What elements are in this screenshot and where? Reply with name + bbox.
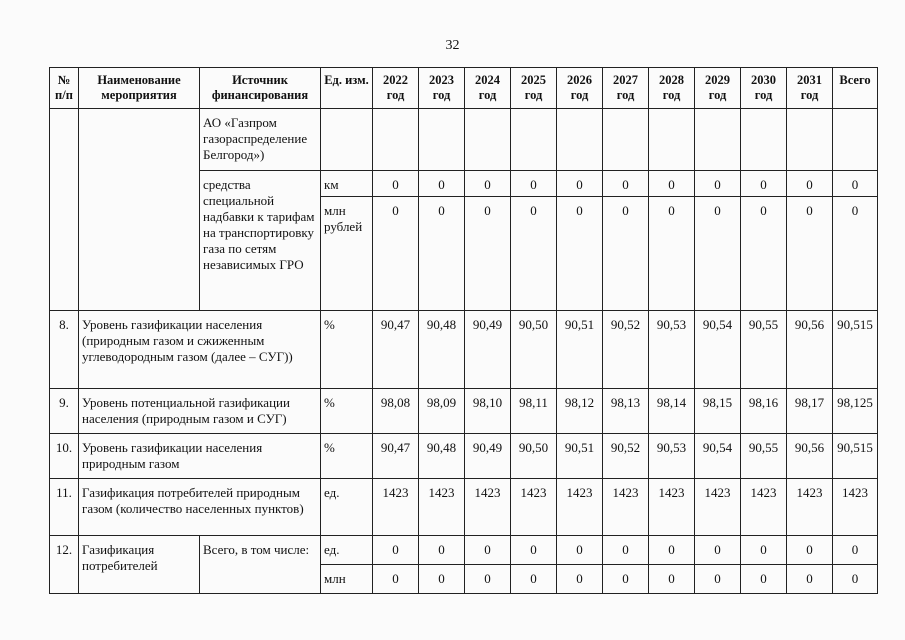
unit-cell: млн <box>321 565 373 594</box>
value-cell: 0 <box>787 565 833 594</box>
value-cell: 1423 <box>833 479 878 536</box>
value-cell: 1423 <box>419 479 465 536</box>
value-cell: 90,47 <box>373 434 419 479</box>
value-cell: 98,12 <box>557 389 603 434</box>
value-cell: 0 <box>833 171 878 197</box>
row-number: 11. <box>50 479 79 536</box>
header-source: Источник финансирования <box>200 68 321 109</box>
value-cell: 90,51 <box>557 434 603 479</box>
unit-cell: % <box>321 311 373 389</box>
value-cell: 90,47 <box>373 311 419 389</box>
value-cell: 98,08 <box>373 389 419 434</box>
value-cell: 0 <box>741 565 787 594</box>
value-cell: 0 <box>373 171 419 197</box>
unit-cell: ед. <box>321 536 373 565</box>
value-cell: 0 <box>465 536 511 565</box>
header-name: Наименование мероприятия <box>79 68 200 109</box>
value-cell: 0 <box>787 171 833 197</box>
value-cell: 0 <box>649 171 695 197</box>
value-cell: 1423 <box>603 479 649 536</box>
row-name: Газификация потребителей <box>79 536 200 594</box>
value-cell: 0 <box>695 536 741 565</box>
value-cell: 98,16 <box>741 389 787 434</box>
value-cell: 90,54 <box>695 434 741 479</box>
row-name: Уровень газификации населения (природным газом и сжиженным углеводородным газом (далее – СУГ)) <box>79 311 321 389</box>
value-cell: 0 <box>741 197 787 311</box>
value-cell: 90,51 <box>557 311 603 389</box>
value-cell: 0 <box>373 197 419 311</box>
row-number: 12. <box>50 536 79 594</box>
value-cell: 0 <box>373 536 419 565</box>
value-cell: 98,14 <box>649 389 695 434</box>
value-cell: 90,48 <box>419 311 465 389</box>
value-cell: 0 <box>741 171 787 197</box>
header-total: Всего <box>833 68 878 109</box>
value-cell: 0 <box>511 171 557 197</box>
value-cell: 98,09 <box>419 389 465 434</box>
header-no: № п/п <box>50 68 79 109</box>
unit-cell: км <box>321 171 373 197</box>
value-cell: 0 <box>833 565 878 594</box>
header-year: 2028 год <box>649 68 695 109</box>
value-cell: 1423 <box>557 479 603 536</box>
value-cell: 90,56 <box>787 311 833 389</box>
value-cell: 1423 <box>695 479 741 536</box>
value-cell: 0 <box>833 536 878 565</box>
value-cell: 1423 <box>465 479 511 536</box>
header-year: 2025 год <box>511 68 557 109</box>
header-row <box>50 68 878 109</box>
value-cell: 0 <box>465 565 511 594</box>
value-cell: 0 <box>741 536 787 565</box>
value-cell: 0 <box>419 197 465 311</box>
value-cell: 90,49 <box>465 434 511 479</box>
value-cell: 98,11 <box>511 389 557 434</box>
table-row <box>50 536 878 565</box>
value-cell: 90,50 <box>511 434 557 479</box>
value-cell: 1423 <box>511 479 557 536</box>
table-row <box>50 479 878 536</box>
value-cell: 90,54 <box>695 311 741 389</box>
value-cell: 90,56 <box>787 434 833 479</box>
value-cell: 0 <box>373 565 419 594</box>
value-cell: 1423 <box>649 479 695 536</box>
table-row <box>50 434 878 479</box>
value-cell: 0 <box>787 536 833 565</box>
header-year: 2029 год <box>695 68 741 109</box>
value-cell: 1423 <box>787 479 833 536</box>
table-row <box>50 389 878 434</box>
value-cell: 90,53 <box>649 311 695 389</box>
value-cell: 90,52 <box>603 434 649 479</box>
value-cell: 90,49 <box>465 311 511 389</box>
value-cell: 0 <box>603 565 649 594</box>
value-cell: 90,53 <box>649 434 695 479</box>
row-number: 8. <box>50 311 79 389</box>
value-cell: 0 <box>465 171 511 197</box>
unit-cell: % <box>321 434 373 479</box>
value-cell: 0 <box>465 197 511 311</box>
value-cell: 0 <box>511 565 557 594</box>
value-cell: 0 <box>557 171 603 197</box>
unit-cell: ед. <box>321 479 373 536</box>
source-cell: средства специальной надбавки к тарифам на транспортировку газа по сетям независимых ГРО <box>200 171 321 311</box>
value-cell: 98,125 <box>833 389 878 434</box>
value-cell: 0 <box>603 171 649 197</box>
value-cell: 0 <box>833 197 878 311</box>
value-cell: 0 <box>649 536 695 565</box>
source-cell: Всего, в том числе: <box>200 536 321 594</box>
row-number: 10. <box>50 434 79 479</box>
header-year: 2026 год <box>557 68 603 109</box>
row-number: 9. <box>50 389 79 434</box>
value-cell: 0 <box>603 536 649 565</box>
value-cell: 90,515 <box>833 434 878 479</box>
value-cell: 90,52 <box>603 311 649 389</box>
value-cell: 0 <box>419 171 465 197</box>
value-cell: 0 <box>649 197 695 311</box>
unit-cell: млн рублей <box>321 197 373 311</box>
source-cell: АО «Газпром газораспределение Белгород») <box>200 109 321 171</box>
row-name: Газификация потребителей природным газом (количество населенных пунктов) <box>79 479 321 536</box>
value-cell: 0 <box>557 197 603 311</box>
value-cell: 98,17 <box>787 389 833 434</box>
value-cell: 98,13 <box>603 389 649 434</box>
value-cell: 0 <box>419 565 465 594</box>
page-number: 32 <box>445 38 460 53</box>
unit-cell: % <box>321 389 373 434</box>
header-year: 2030 год <box>741 68 787 109</box>
header-year: 2023 год <box>419 68 465 109</box>
value-cell: 0 <box>695 565 741 594</box>
value-cell: 1423 <box>741 479 787 536</box>
header-unit: Ед. изм. <box>321 68 373 109</box>
value-cell: 90,515 <box>833 311 878 389</box>
value-cell: 0 <box>603 197 649 311</box>
value-cell: 0 <box>557 565 603 594</box>
row-name: Уровень газификации населения природным газом <box>79 434 321 479</box>
value-cell: 0 <box>557 536 603 565</box>
value-cell: 98,10 <box>465 389 511 434</box>
table-row <box>50 109 878 171</box>
value-cell: 90,50 <box>511 311 557 389</box>
header-year: 2031 год <box>787 68 833 109</box>
value-cell: 0 <box>419 536 465 565</box>
value-cell: 90,55 <box>741 311 787 389</box>
value-cell: 0 <box>649 565 695 594</box>
value-cell: 90,55 <box>741 434 787 479</box>
empty-cell <box>79 109 200 311</box>
value-cell: 1423 <box>373 479 419 536</box>
value-cell: 0 <box>511 197 557 311</box>
value-cell: 0 <box>695 171 741 197</box>
program-table <box>49 67 878 594</box>
empty-cell <box>50 109 79 311</box>
row-name: Уровень потенциальной газификации населения (природным газом и СУГ) <box>79 389 321 434</box>
table-row <box>50 311 878 389</box>
value-cell: 90,48 <box>419 434 465 479</box>
header-year: 2022 год <box>373 68 419 109</box>
value-cell: 98,15 <box>695 389 741 434</box>
header-year: 2027 год <box>603 68 649 109</box>
value-cell: 0 <box>695 197 741 311</box>
header-year: 2024 год <box>465 68 511 109</box>
value-cell: 0 <box>787 197 833 311</box>
value-cell: 0 <box>511 536 557 565</box>
